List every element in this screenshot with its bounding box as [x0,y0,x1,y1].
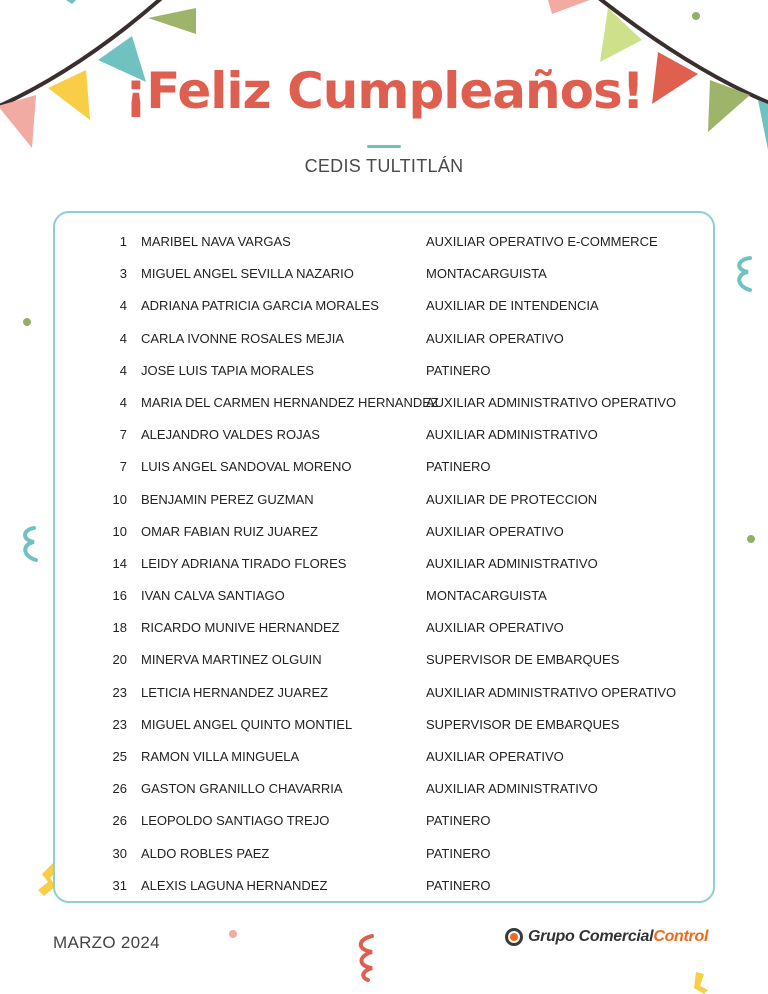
confetti-dot [227,928,239,940]
list-item [55,356,713,388]
list-item [55,613,713,645]
list-item [55,806,713,838]
employee-name: MIGUEL ANGEL QUINTO MONTIEL [141,716,353,732]
list-item [55,678,713,710]
employee-role: AUXILIAR ADMINISTRATIVO [426,427,598,443]
birthday-day: 23 [112,716,127,732]
employee-role: AUXILIAR ADMINISTRATIVO [426,781,598,797]
birthday-day: 30 [112,845,127,861]
employee-name: CARLA IVONNE ROSALES MEJIA [141,330,345,346]
confetti-squiggle [18,524,42,566]
birthday-day: 7 [119,427,127,443]
birthday-day: 4 [119,362,127,378]
employee-name: GASTON GRANILLO CHAVARRIA [141,781,343,797]
list-item [55,581,713,613]
employee-name: MIGUEL ANGEL SEVILLA NAZARIO [141,266,354,282]
employee-role: PATINERO [426,877,491,893]
employee-role: AUXILIAR ADMINISTRATIVO OPERATIVO [426,684,677,700]
birthday-day: 25 [112,749,127,764]
confetti-ribbon [692,970,712,994]
confetti-squiggle [732,254,756,296]
employee-role: AUXILIAR OPERATIVO [426,620,564,636]
birthday-day: 1 [119,234,127,249]
birthday-list [55,227,713,903]
confetti-dot [690,10,702,22]
employee-name: LEOPOLDO SANTIAGO TREJO [141,813,330,829]
confetti-dot [745,533,757,545]
birthday-day: 23 [112,684,127,700]
employee-role: MONTACARGUISTA [426,588,547,604]
employee-role: PATINERO [426,459,491,475]
confetti-squiggle [352,932,382,982]
company-logo [504,927,708,947]
employee-role: AUXILIAR DE PROTECCION [426,491,598,507]
birthday-list-card [53,211,715,903]
employee-name: LUIS ANGEL SANDOVAL MORENO [141,459,352,475]
list-item [55,710,713,742]
list-item [55,324,713,356]
list-item [55,259,713,291]
confetti-dot [21,316,33,328]
employee-role: AUXILIAR OPERATIVO E-COMMERCE [426,234,658,249]
footer-date: MARZO 2024 [53,933,160,952]
list-item [55,485,713,517]
employee-role: PATINERO [426,845,491,861]
employee-role: SUPERVISOR DE EMBARQUES [426,716,620,732]
list-item [55,645,713,677]
employee-name: JOSE LUIS TAPIA MORALES [141,362,314,378]
list-item [55,291,713,323]
employee-name: RAMON VILLA MINGUELA [141,749,300,764]
list-item [55,388,713,420]
list-item [55,742,713,774]
birthday-day: 3 [119,266,127,282]
employee-name: ALEXIS LAGUNA HERNANDEZ [141,877,328,893]
employee-name: MARIBEL NAVA VARGAS [141,234,291,249]
birthday-day: 4 [119,394,127,410]
employee-role: MONTACARGUISTA [426,266,547,282]
birthday-day: 20 [112,652,127,668]
birthday-day: 18 [112,620,127,636]
employee-role: SUPERVISOR DE EMBARQUES [426,652,620,668]
employee-role: AUXILIAR OPERATIVO [426,330,564,346]
birthday-day: 16 [112,588,127,604]
list-item [55,871,713,903]
birthday-day: 14 [112,555,127,571]
employee-role: PATINERO [426,362,491,378]
list-item [55,227,713,259]
list-item [55,549,713,581]
birthday-day: 7 [119,459,127,475]
employee-role: AUXILIAR OPERATIVO [426,523,564,539]
logo-accent-text: Control [653,928,709,945]
page-subtitle: CEDIS TULTITLÁN [304,156,464,176]
list-item [55,452,713,484]
birthday-day: 4 [119,330,127,346]
employee-name: BENJAMIN PEREZ GUZMAN [141,491,314,507]
employee-name: ADRIANA PATRICIA GARCIA MORALES [141,298,379,314]
birthday-day: 4 [119,298,127,314]
list-item [55,774,713,806]
employee-role: AUXILIAR ADMINISTRATIVO [426,555,598,571]
employee-name: LEIDY ADRIANA TIRADO FLORES [141,555,347,571]
logo-mark-icon [504,927,524,947]
page-title: ¡Feliz Cumpleaños! [124,62,644,120]
list-item [55,517,713,549]
birthday-day: 26 [112,781,127,797]
employee-role: AUXILIAR ADMINISTRATIVO OPERATIVO [426,394,677,410]
birthday-day: 31 [112,877,127,893]
list-item [55,420,713,452]
logo-text: Grupo Comercial [528,928,654,945]
employee-name: OMAR FABIAN RUIZ JUAREZ [141,523,318,539]
employee-name: IVAN CALVA SANTIAGO [141,588,285,604]
birthday-day: 10 [112,491,127,507]
employee-role: AUXILIAR DE INTENDENCIA [426,298,599,314]
title-divider [367,145,401,148]
employee-name: MINERVA MARTINEZ OLGUIN [141,652,322,668]
employee-role: AUXILIAR OPERATIVO [426,749,564,764]
birthday-day: 10 [112,523,127,539]
employee-role: PATINERO [426,813,491,829]
list-item [55,839,713,871]
employee-name: ALDO ROBLES PAEZ [141,845,270,861]
employee-name: MARIA DEL CARMEN HERNANDEZ HERNANDEZ [141,394,439,410]
employee-name: LETICIA HERNANDEZ JUAREZ [141,684,329,700]
birthday-day: 26 [112,813,127,829]
employee-name: ALEJANDRO VALDES ROJAS [141,427,320,443]
employee-name: RICARDO MUNIVE HERNANDEZ [141,620,340,636]
